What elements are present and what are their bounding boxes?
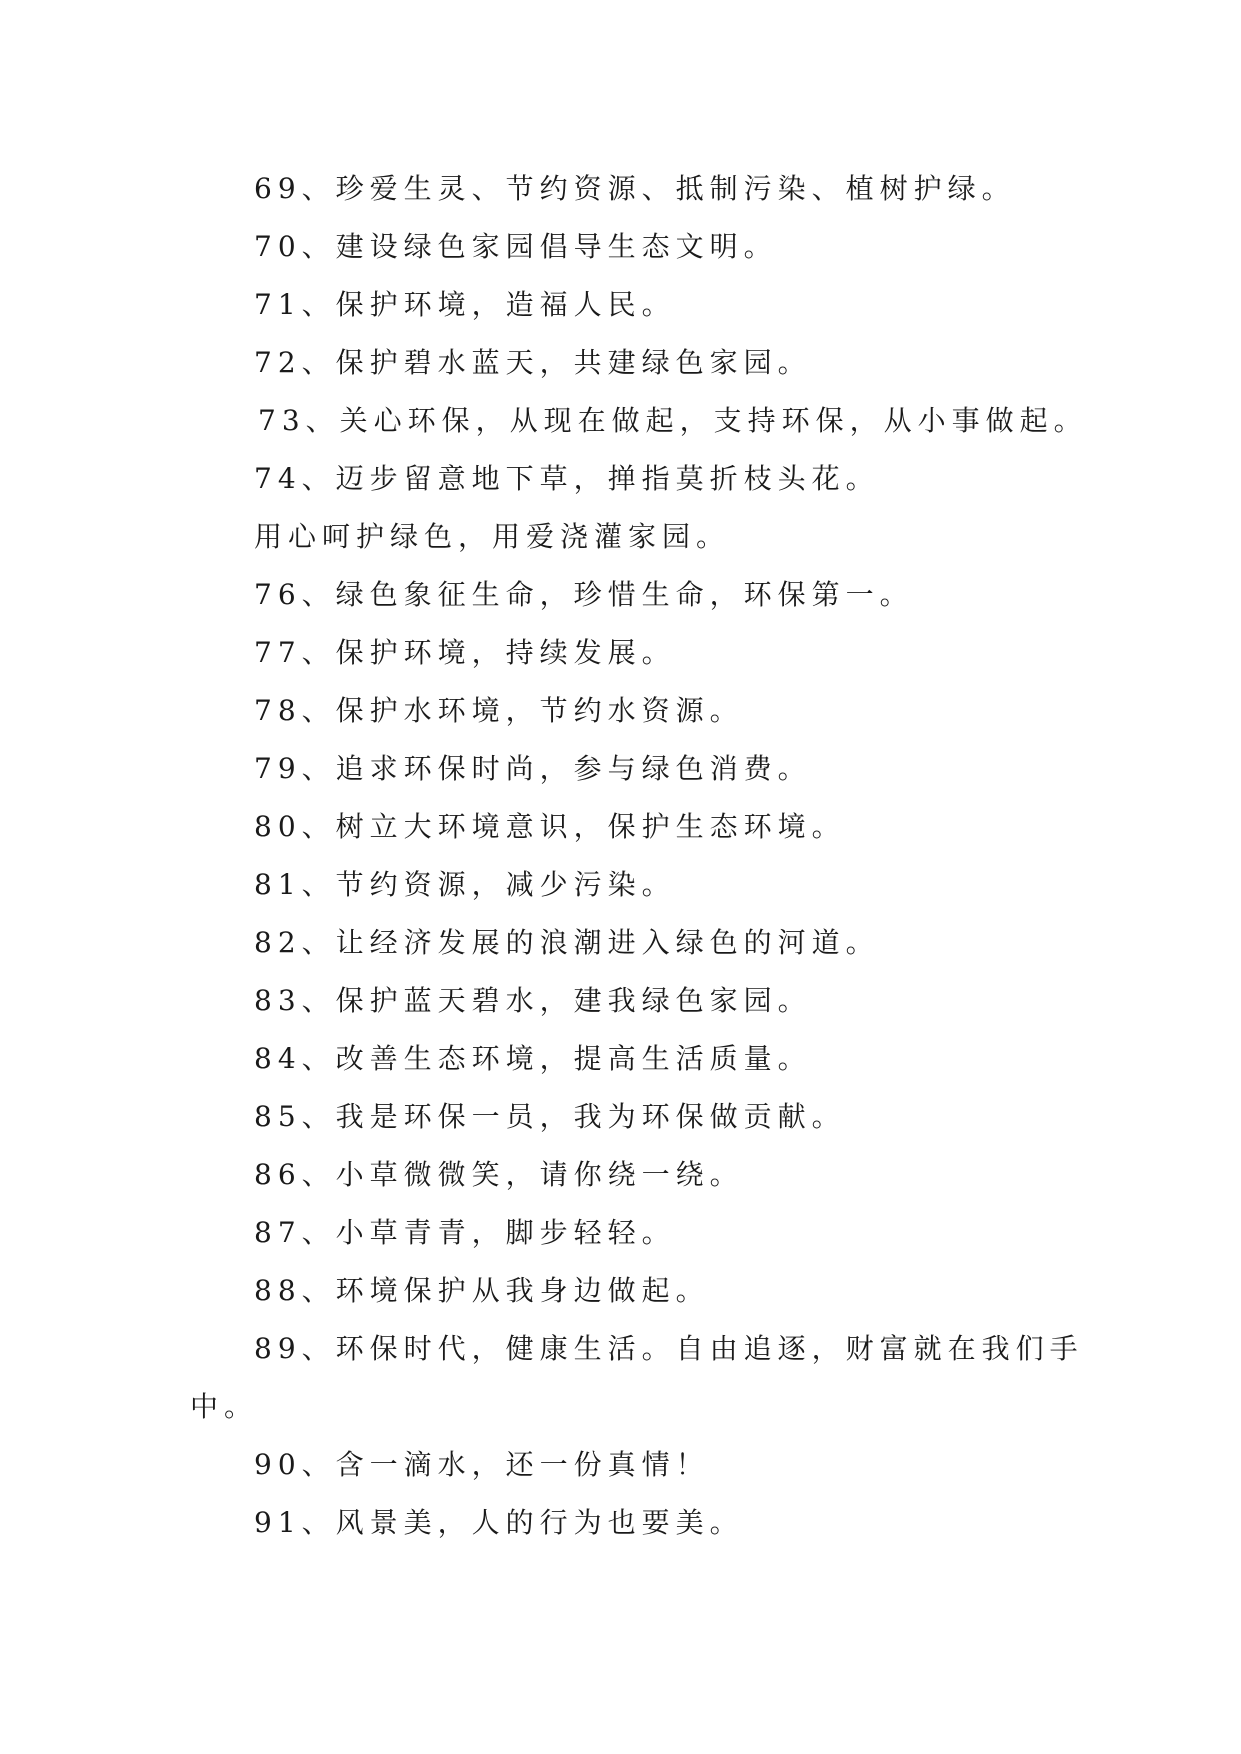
text-line: 83、保护蓝天碧水，建我绿色家园。	[254, 984, 812, 1017]
text-line: 74、迈步留意地下草，掸指莫折枝头花。	[254, 462, 880, 495]
text-line: 71、保护环境，造福人民。	[254, 288, 676, 321]
text-line: 78、保护水环境，节约水资源。	[254, 694, 744, 727]
text-line: 86、小草微微笑，请你绕一绕。	[254, 1158, 744, 1191]
text-line: 77、保护环境，持续发展。	[254, 636, 676, 669]
text-line: 用心呵护绿色，用爱浇灌家园。	[254, 520, 731, 553]
text-line: 88、环境保护从我身边做起。	[254, 1274, 710, 1307]
text-line: 76、绿色象征生命，珍惜生命，环保第一。	[254, 578, 914, 611]
text-line: 84、改善生态环境，提高生活质量。	[254, 1042, 812, 1075]
text-line: 70、建设绿色家园倡导生态文明。	[254, 230, 778, 263]
text-line: 91、风景美，人的行为也要美。	[254, 1506, 744, 1539]
text-line: 80、树立大环境意识，保护生态环境。	[254, 810, 846, 843]
text-line-continuation: 中。	[190, 1390, 259, 1423]
text-line: 81、节约资源，减少污染。	[254, 868, 676, 901]
text-line: 69、珍爱生灵、节约资源、抵制污染、植树护绿。	[254, 172, 1016, 205]
text-line: 79、追求环保时尚，参与绿色消费。	[254, 752, 812, 785]
text-line: 73、关心环保，从现在做起，支持环保，从小事做起。	[258, 404, 1088, 437]
text-line: 90、含一滴水，还一份真情！	[254, 1448, 710, 1481]
text-line: 87、小草青青，脚步轻轻。	[254, 1216, 676, 1249]
text-line: 72、保护碧水蓝天，共建绿色家园。	[254, 346, 812, 379]
document-body	[190, 160, 1088, 1552]
text-line: 82、让经济发展的浪潮进入绿色的河道。	[254, 926, 880, 959]
text-line: 89、环保时代，健康生活。自由追逐，财富就在我们手	[254, 1332, 1084, 1365]
text-line: 85、我是环保一员，我为环保做贡献。	[254, 1100, 846, 1133]
